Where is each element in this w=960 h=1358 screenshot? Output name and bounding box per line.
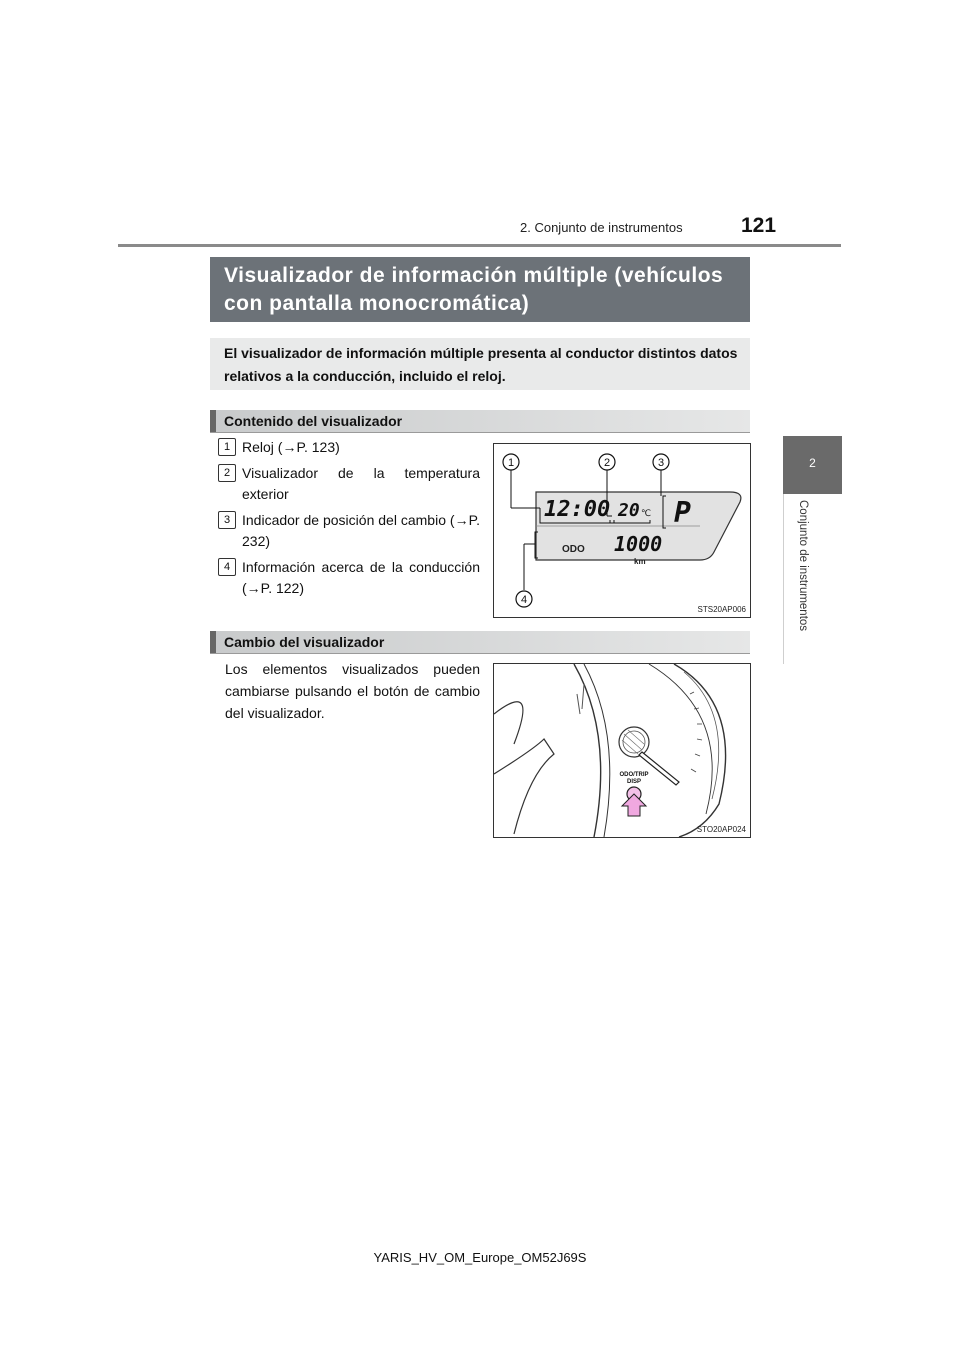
- intro-text: El visualizador de información múltiple presenta al conductor distintos datos relativos a la conducción, incluido el reloj.: [224, 345, 738, 384]
- title-banner: [210, 257, 750, 322]
- figure-code: STS20AP006: [697, 605, 746, 614]
- section-heading-text: Contenido del visualizador: [224, 413, 403, 429]
- callout-2: 2: [603, 457, 611, 469]
- item-number: 3: [218, 511, 236, 529]
- section-heading-bar: [210, 410, 216, 432]
- callout-3: 3: [657, 457, 665, 469]
- odo-unit: km: [634, 557, 646, 566]
- cluster-illustration: [494, 664, 750, 837]
- page-title: Visualizador de información múltiple (vehículos con pantalla monocromática): [224, 264, 724, 315]
- shift-position-readout: P: [674, 496, 691, 529]
- callout-1: 1: [507, 457, 515, 469]
- item-text: Reloj (→P. 123): [242, 439, 340, 455]
- section-heading-cambio: [210, 631, 750, 654]
- callout-4: 4: [520, 594, 528, 606]
- chapter-tab-line: [783, 494, 784, 664]
- intro-box: [210, 338, 750, 390]
- chapter-tab-label: [797, 500, 813, 660]
- display-illustration: [494, 444, 750, 617]
- item-number: 1: [218, 438, 236, 456]
- odo-readout: 1000: [614, 532, 663, 556]
- clock-readout: 12:00: [544, 497, 611, 522]
- chapter-tab: [783, 436, 842, 494]
- section-heading-bar: [210, 631, 216, 653]
- body-text: Los elementos visualizados pueden cambiarse pulsando el botón de cambio del visualizador.: [225, 661, 480, 721]
- odo-label: ODO: [562, 544, 585, 555]
- disp-label: DISP: [626, 779, 642, 785]
- page-number: 121: [741, 214, 777, 237]
- footer-doc-id: YARIS_HV_OM_Europe_OM52J69S: [373, 1250, 587, 1265]
- section-heading-text: Cambio del visualizador: [224, 634, 385, 650]
- header-rule: [118, 244, 841, 247]
- cluster-figure: [493, 663, 751, 838]
- temp-readout: 20: [618, 500, 640, 521]
- figure-code: STO20AP024: [696, 825, 746, 834]
- item-number: 2: [218, 464, 236, 482]
- item-text: Información acerca de la conducción (→P. 122): [242, 559, 480, 596]
- item-text: Visualizador de la temperatura exterior: [242, 465, 480, 502]
- chapter-tab-label-text: Conjunto de instrumentos: [797, 500, 809, 632]
- chapter-tab-number: 2: [809, 456, 816, 470]
- section-heading-contenido: [210, 410, 750, 433]
- item-text: Indicador de posición del cambio (→P. 232): [242, 512, 480, 549]
- temp-unit: ℃: [641, 509, 652, 519]
- item-number: 4: [218, 558, 236, 576]
- display-figure: [493, 443, 751, 618]
- header-section-title: 2. Conjunto de instrumentos: [520, 220, 683, 235]
- odo-trip-label: ODO/TRIP: [619, 772, 649, 778]
